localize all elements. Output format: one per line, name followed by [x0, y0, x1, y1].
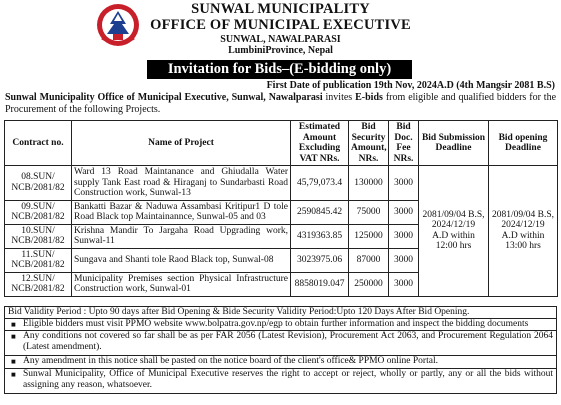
note-item: [5, 369, 556, 394]
notice-title-banner: Invitation for Bids–(E-bidding only): [147, 60, 412, 79]
intro-paragraph: [5, 92, 556, 115]
cell-project-name: Ward 13 Road Maintanance and Ghiudalla Water supply Tank East road & Hiraganj to Sundarbasti Road Construction work, Sunwal-13: [72, 166, 291, 201]
cell-contract-no: 12.SUN/ NCB/2081/82: [5, 272, 72, 296]
cell-estimated-amount: 45,79,073.4: [291, 166, 349, 201]
col-header-contract-no: Contract no.: [5, 121, 72, 166]
intro-rest: from eligible and qualified bidders for the Procurement of the following Projects.: [5, 92, 557, 115]
bullet-square-icon: ■: [11, 357, 16, 366]
cell-doc-fee: 3000: [389, 166, 419, 201]
cell-project-name: Bankatti Bazar & Naduwa Assambasi Kritipur1 D tole Road Black top Maintainannce, Sunwal-05 and 03: [72, 200, 291, 224]
cell-bid-security: 130000: [349, 166, 389, 201]
note-text: Any conditions not covered so far shall be as per FAR 2056 (Latest Revision), Procurement Act 2063, and Procurement Regulation 2064 (Latest amendment).: [23, 331, 553, 352]
bullet-square-icon: ■: [11, 370, 16, 379]
col-header-bid-security: Bid Security Amount, NRs.: [349, 121, 389, 166]
cell-bid-security: 250000: [349, 272, 389, 296]
bids-table: [4, 120, 558, 297]
note-text: Any amendment in this notice shall be pasted on the notice board of the client's office& PPMO online Portal.: [23, 356, 438, 366]
cell-doc-fee: 3000: [389, 200, 419, 224]
cell-project-name: Sungava and Shanti tole Raod Black top, Sunwal-08: [72, 248, 291, 272]
cell-doc-fee: 3000: [389, 272, 419, 296]
cell-contract-no: 09.SUN/ NCB/2081/82: [5, 200, 72, 224]
note-item: [5, 319, 556, 331]
table-row: [5, 166, 558, 201]
cell-estimated-amount: 4319363.85: [291, 224, 349, 248]
cell-estimated-amount: 3023975.06: [291, 248, 349, 272]
notes-section: [4, 306, 557, 394]
cell-estimated-amount: 2590845.42: [291, 200, 349, 224]
note-text: Sunwal Municipality, Office of Municipal Executive reserves the right to accept or reject, wholly or partly, any or all the bids without assigning any reason, whatsoever.: [23, 369, 553, 390]
cell-project-name: Krishna Mandir To Jargaha Road Upgrading work, Sunwal-11: [72, 224, 291, 248]
cell-contract-no: 10.SUN/ NCB/2081/82: [5, 224, 72, 248]
municipality-name: SUNWAL MUNICIPALITY: [191, 1, 370, 17]
publication-date: First Date of publication 19th Nov, 2024A.D (4th Mangsir 2081 B.S): [266, 80, 555, 91]
office-name: OFFICE OF MUNICIPAL EXECUTIVE: [150, 17, 411, 33]
col-header-opening-deadline: Bid opening Deadline: [489, 121, 558, 166]
submission-time: A.D within 12:00 hrs: [432, 230, 475, 252]
intro-issuer: Sunwal Municipality Office of Municipal Executive, Sunwal, Nawalparasi: [5, 92, 323, 103]
col-header-submission-deadline: Bid Submission Deadline: [419, 121, 489, 166]
cell-contract-no: 11.SUN/ NCB/2081/82: [5, 248, 72, 272]
col-header-doc-fee: Bid Doc. Fee NRs.: [389, 121, 419, 166]
intro-ebids: E-bids: [355, 92, 383, 103]
cell-doc-fee: 3000: [389, 248, 419, 272]
note-item: [5, 331, 556, 356]
office-address: SUNWAL, NAWALPARASI: [220, 34, 341, 45]
cell-estimated-amount: 8858019.047: [291, 272, 349, 296]
cell-doc-fee: 3000: [389, 224, 419, 248]
cell-submission-deadline: [419, 166, 489, 297]
col-header-estimated-amount: Estimated Amount Excluding VAT NRs.: [291, 121, 349, 166]
bullet-square-icon: ■: [11, 320, 16, 329]
bullet-square-icon: ■: [11, 332, 16, 341]
opening-date-ad: 2024/12/19: [501, 220, 545, 231]
cell-project-name: Municipality Premises section Physical Infrastructure Construction work, Sunwal-01: [72, 272, 291, 296]
submission-date-bs: 2081/09/04 B.S,: [422, 209, 485, 220]
opening-date-bs: 2081/09/04 B.S,: [491, 209, 555, 220]
col-header-project-name: Name of Project: [72, 121, 291, 166]
cell-bid-security: 87000: [349, 248, 389, 272]
cell-opening-deadline: [489, 166, 558, 297]
cell-bid-security: 125000: [349, 224, 389, 248]
opening-time: A.D within 13:00 hrs: [501, 230, 545, 252]
bid-validity-note: Bid Validity Period : Upto 90 days after Bid Opening & Bide Security Validity Period:Upto 120 Days After Bid Opening.: [5, 307, 556, 319]
note-item: [5, 356, 556, 369]
submission-date-ad: 2024/12/19: [431, 220, 476, 231]
province-line: LumbiniProvince, Nepal: [228, 45, 333, 56]
cell-contract-no: 08.SUN/ NCB/2081/82: [5, 166, 72, 201]
note-text: Eligible bidders must visit PPMO website www.bolpatra.gov.np/egp to obtain further information and inspect the bidding documents: [23, 319, 529, 329]
cell-bid-security: 75000: [349, 200, 389, 224]
intro-invites: invites: [325, 92, 353, 103]
